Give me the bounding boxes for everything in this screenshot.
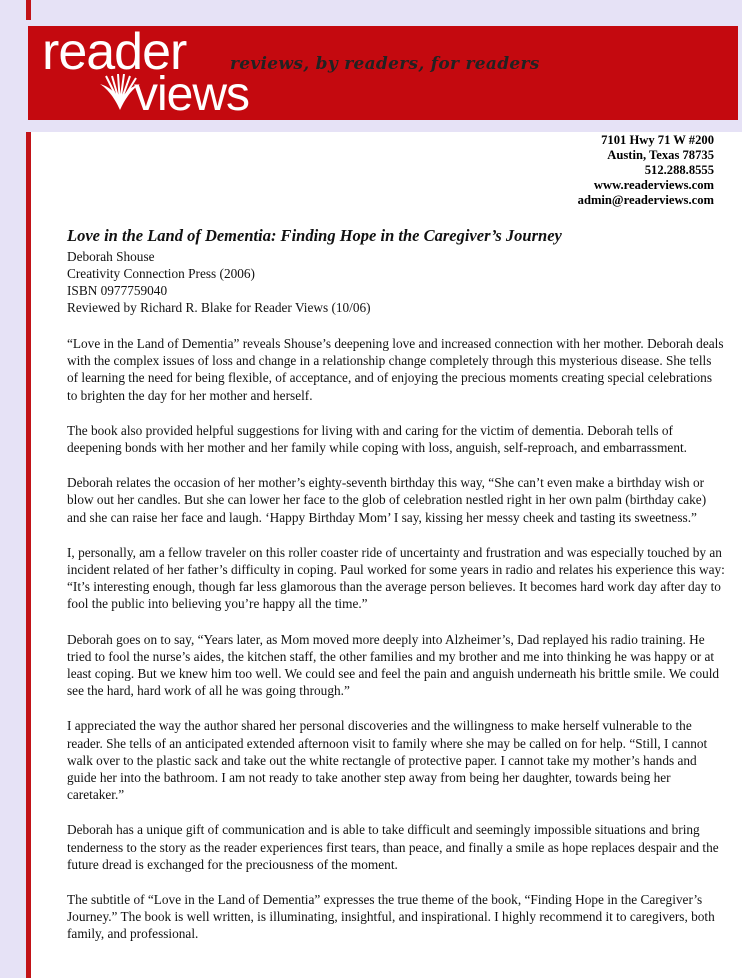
logo-reader-text: reader <box>42 26 187 81</box>
review-paragraph-7: Deborah has a unique gift of communication and is able to take difficult and seemingly impossible situations and bring tenderness to the story as the reader experiences first tears, than peace, and finally a smile as hope replaces despair and the future dread is exchanged for the preciousness of the moment. <box>67 822 719 872</box>
book-isbn: ISBN 0977759040 <box>67 283 168 298</box>
review-paragraph-4: I, personally, am a fellow traveler on this roller coaster ride of uncertainty and frustration and was especially touched by an incident related of her father’s difficulty in coping. Paul worked for some years in radio and relates his experience this way: “It’s interesting enough, though far less glamorous than the average person believes. It becomes hard work day after day to fool the public into believing you’re happy all the time.” <box>67 544 725 612</box>
book-reviewer: Reviewed by Richard R. Blake for Reader Views (10/06) <box>67 300 371 315</box>
contact-address <box>578 133 714 208</box>
review-paragraph-5: Deborah goes on to say, “Years later, as Mom moved more deeply into Alzheimer’s, Dad replayed his radio training. He tried to fool the nurse’s aides, the kitchen staff, the other families and my brother and me into thinking he was happy or at least coping. But we knew him too well. We could see and feel the pain and anguish underneath his brittle smile. We could see the hard, hard work of all he was going through.” <box>67 631 720 699</box>
review-paragraph-6: I appreciated the way the author shared her personal discoveries and the willingness to make herself vulnerable to the reader. She tells of an anticipated extended afternoon visit to family where she may be called on for help. “Still, I cannot walk over to the plastic sack and take out the white rectangle of protective paper. I cannot take my mother’s hands and guide her into the bathroom. I am not ready to take another step away from being her daughter, towards being her caretaker.” <box>67 718 708 803</box>
address-phone: 512.288.8555 <box>644 163 714 177</box>
top-band <box>31 0 742 12</box>
review-paragraph-2: The book also provided helpful suggestions for living with and caring for the victim of dementia. Deborah tells of deepening bonds with her mother and her family while coping with loss, anguish, self-reproach, and embarrassment. <box>67 422 687 456</box>
review-content <box>67 226 725 943</box>
tagline: reviews, by readers, for readers <box>230 54 540 74</box>
review-paragraph-8: The subtitle of “Love in the Land of Dementia” expresses the true theme of the book, “Finding Hope in the Caregiver’s Journey.” The book is well written, is illuminating, insightful, and inspirational. I highly recommend it to caregivers, both family, and professional. <box>67 892 715 942</box>
left-red-rule <box>26 0 31 978</box>
book-author: Deborah Shouse <box>67 249 155 264</box>
review-paragraph-1: “Love in the Land of Dementia” reveals Shouse’s deepening love and increased connection with her mother. Deborah deals with the complex issues of loss and change in a relationship change completely through this mysterious disease. She tells of learning the need for being flexible, of acceptance, and of enjoying the precious moments creating special celebrations to brighten the day for her mother and herself. <box>67 336 724 403</box>
book-meta <box>67 248 725 316</box>
review-paragraph-3: Deborah relates the occasion of her mother’s eighty-seventh birthday this way, “She can’t even make a birthday wish or blow out her candles. But she can lower her face to the glob of celebration nestled right in her own palm (birthday cake) and she can raise her face and laugh. ‘Happy Birthday Mom’ I say, kissing her messy cheek and tasting its sweetness.” <box>67 475 707 525</box>
header-banner <box>28 26 738 120</box>
address-street: 7101 Hwy 71 W #200 <box>601 133 714 147</box>
address-website[interactable]: www.readerviews.com <box>593 178 714 192</box>
book-publisher: Creativity Connection Press (2006) <box>67 266 255 281</box>
logo-views-text: views <box>134 68 250 120</box>
address-email[interactable]: admin@readerviews.com <box>577 193 714 207</box>
left-margin-band <box>0 0 26 978</box>
book-title: Love in the Land of Dementia: Finding Hope in the Caregiver’s Journey <box>67 226 562 245</box>
address-city: Austin, Texas 78735 <box>607 148 714 162</box>
